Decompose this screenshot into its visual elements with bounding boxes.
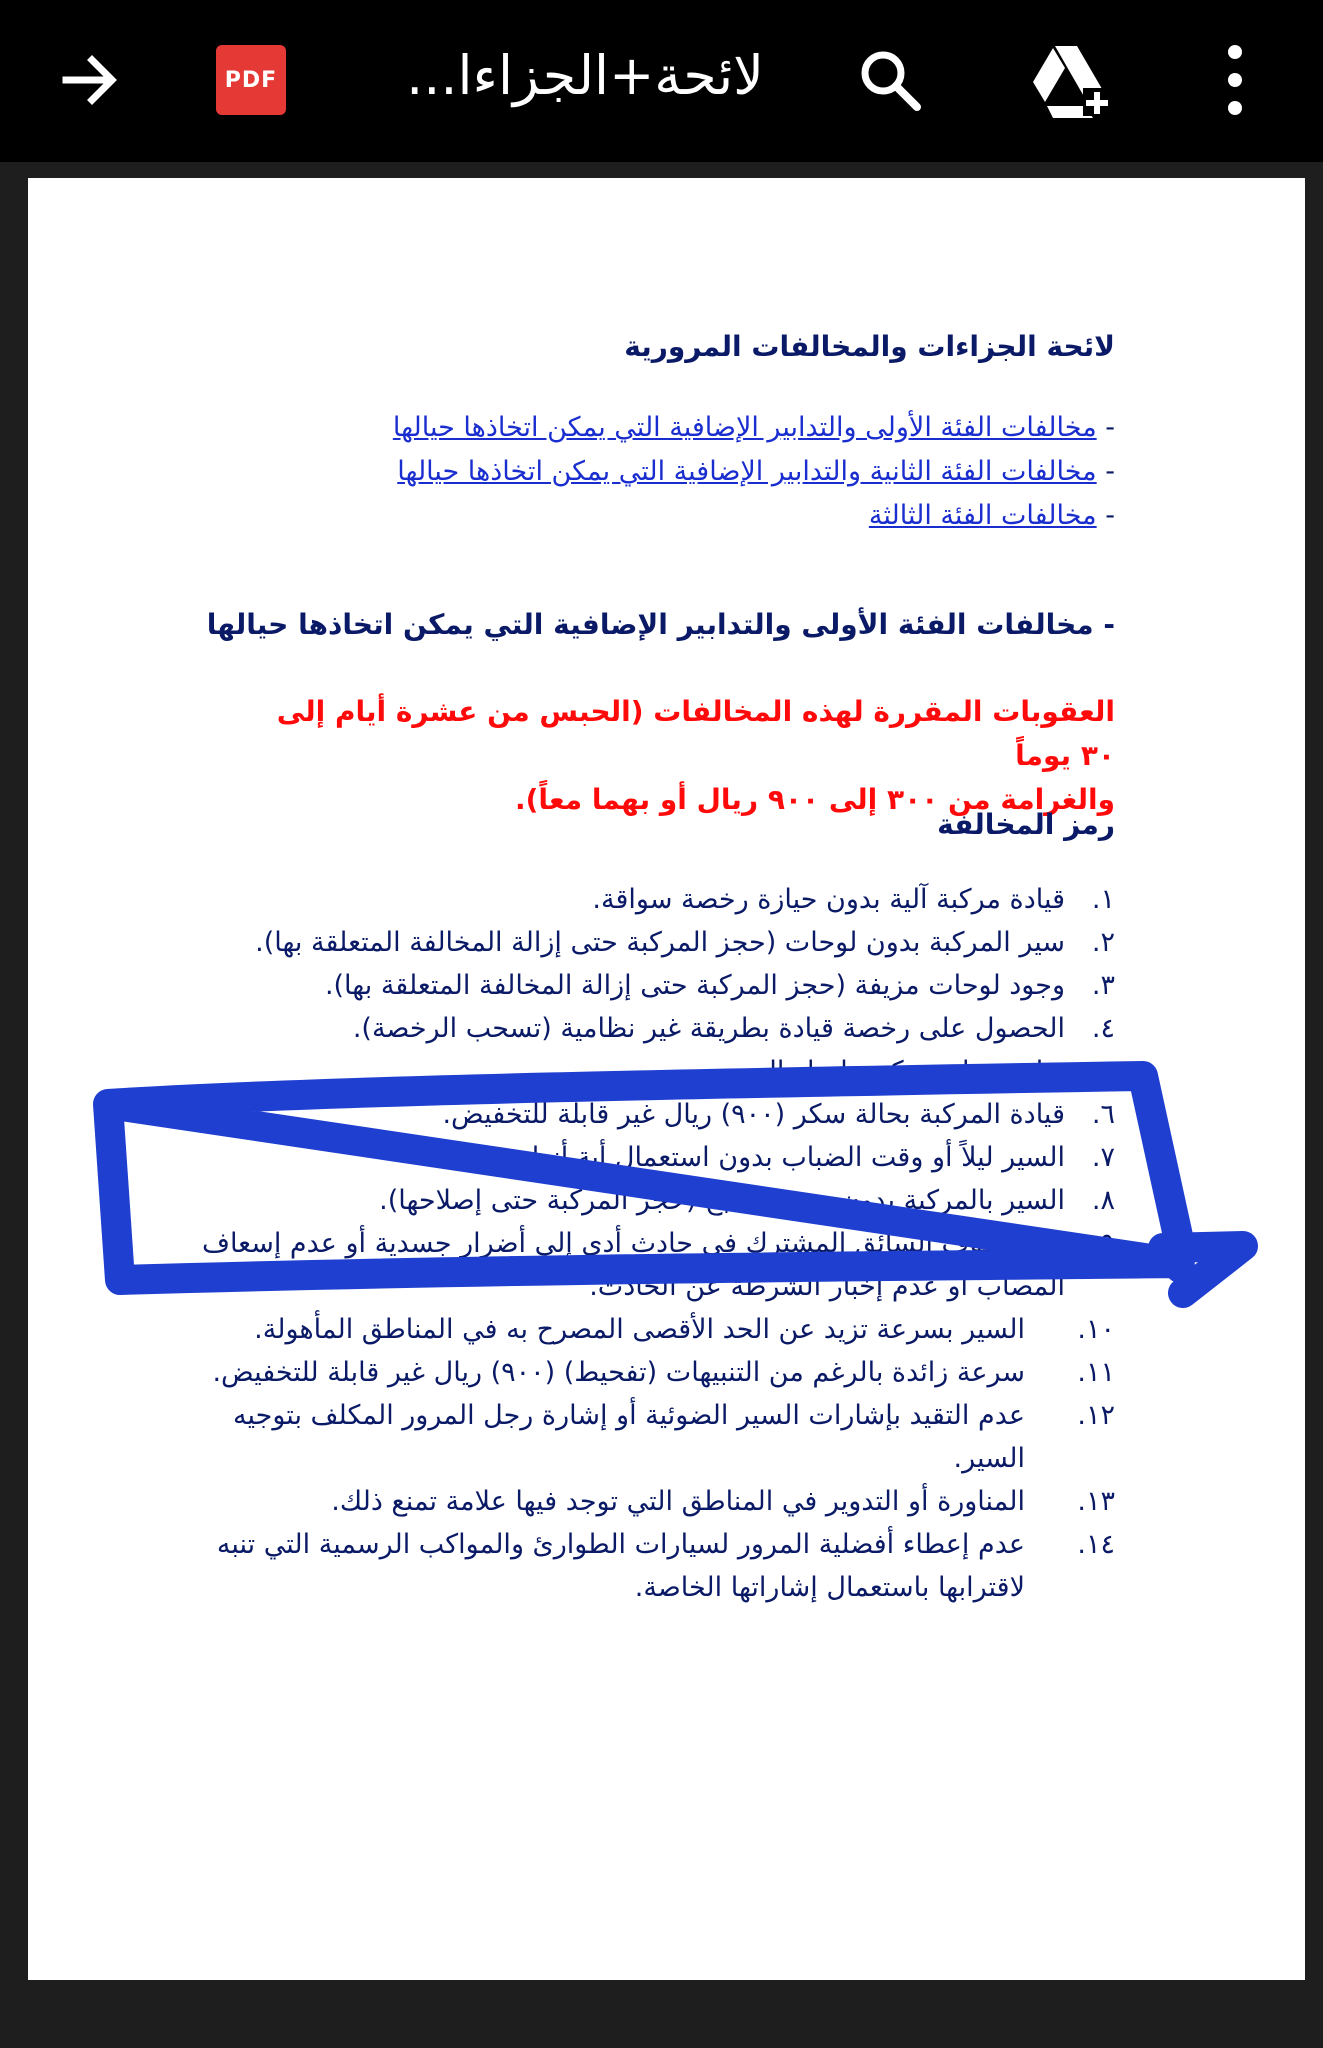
item-number: ٤. bbox=[1091, 1013, 1115, 1044]
item-number: ٢. bbox=[1091, 927, 1115, 958]
item-text: عدم التقيد بإشارات السير الضوئية أو إشارة رجل المرور المكلف بتوجيه السير. bbox=[233, 1400, 1025, 1474]
item-number: ١٤. bbox=[1077, 1529, 1115, 1560]
toc-dash: - bbox=[1105, 412, 1115, 443]
penalty-line: العقوبات المقررة لهذه المخالفات (الحبس من عشرة أيام إلى ٣٠ يوماً bbox=[276, 695, 1115, 772]
item-number: ٩. bbox=[1091, 1228, 1115, 1259]
item-number: ١١. bbox=[1077, 1357, 1115, 1388]
item-text: المناورة أو التدوير في المناطق التي توجد فيها علامة تمنع ذلك. bbox=[331, 1486, 1025, 1517]
penalty-line: والغرامة من ٣٠٠ إلى ٩٠٠ ريال أو بهما معاً). bbox=[515, 783, 1115, 816]
list-item bbox=[165, 1050, 1115, 1093]
pdf-file-icon bbox=[215, 40, 287, 120]
item-text: سير المركبة بدون لوحات (حجز المركبة حتى إزالة المخالفة المتعلقة بها). bbox=[255, 927, 1065, 958]
item-text: الحصول على رخصة قيادة بطريقة غير نظامية (تسحب الرخصة). bbox=[352, 1013, 1065, 1044]
item-number: ١٢. bbox=[1077, 1400, 1115, 1431]
toc-link[interactable]: مخالفات الفئة الأولى والتدابير الإضافية التي يمكن اتخاذها حيالها bbox=[392, 412, 1097, 443]
toc-item[interactable] bbox=[393, 450, 1115, 494]
item-number: ١٣. bbox=[1077, 1486, 1115, 1517]
list-item bbox=[165, 1179, 1115, 1222]
item-number: ٨. bbox=[1091, 1185, 1115, 1216]
list-item bbox=[165, 921, 1115, 964]
bottom-bar bbox=[0, 1980, 1323, 2048]
table-of-contents bbox=[393, 406, 1115, 538]
more-options-button[interactable] bbox=[1195, 40, 1275, 120]
item-number: ٧. bbox=[1091, 1142, 1115, 1173]
toc-link[interactable]: مخالفات الفئة الثانية والتدابير الإضافية التي يمكن اتخاذها حيالها bbox=[397, 456, 1097, 487]
search-icon bbox=[855, 45, 925, 115]
list-item bbox=[165, 1093, 1115, 1136]
list-item bbox=[165, 1222, 1115, 1308]
toc-item[interactable] bbox=[393, 494, 1115, 538]
document-heading: لائحة الجزاءات والمخالفات المرورية bbox=[624, 330, 1115, 363]
list-item bbox=[165, 1136, 1115, 1179]
app-toolbar bbox=[0, 0, 1323, 162]
item-text: السير ليلاً أو وقت الضباب بدون استعمال أية أنوار. bbox=[510, 1142, 1065, 1173]
list-item bbox=[165, 878, 1115, 921]
item-number: ٥. bbox=[1091, 1056, 1115, 1087]
list-item bbox=[165, 1523, 1115, 1609]
item-number: ٦. bbox=[1091, 1099, 1115, 1130]
item-number: ١٠. bbox=[1077, 1314, 1115, 1345]
item-text: عدم وقوف السائق المشترك في حادث أدى إلى أضرار جسدية أو عدم إسعاف المصاب أو عدم إخبار الشرطة عن الحادث. bbox=[201, 1228, 1065, 1302]
more-vertical-icon bbox=[1215, 40, 1255, 120]
item-text: عدم إعطاء أفضلية المرور لسيارات الطوارئ والمواكب الرسمية التي تنبه لاقترابها باستعمال إشاراتها الخاصة. bbox=[216, 1529, 1025, 1603]
item-text: السير بسرعة تزيد عن الحد الأقصى المصرح به في المناطق المأهولة. bbox=[254, 1314, 1025, 1345]
violation-code-heading: رمز المخالفة bbox=[937, 808, 1115, 841]
pdf-label: PDF bbox=[216, 45, 286, 115]
item-text: قيادة المركبة بحالة سكر (٩٠٠) ريال غير قابلة للتخفيض. bbox=[442, 1099, 1065, 1130]
arrow-right-icon bbox=[58, 48, 122, 112]
item-text: قيادة سيارة بعكس اتجاه السير. bbox=[712, 1056, 1065, 1087]
item-number: ٣. bbox=[1091, 970, 1115, 1001]
item-text: قيادة مركبة آلية بدون حيازة رخصة سواقة. bbox=[592, 884, 1065, 915]
toc-dash: - bbox=[1105, 456, 1115, 487]
item-text: وجود لوحات مزيفة (حجز المركبة حتى إزالة المخالفة المتعلقة بها). bbox=[324, 970, 1065, 1001]
search-button[interactable] bbox=[845, 40, 935, 120]
list-item bbox=[165, 1308, 1115, 1351]
document-title: لائحة+الجزاءا... bbox=[406, 43, 764, 107]
list-item bbox=[165, 1351, 1115, 1394]
toc-item[interactable] bbox=[393, 406, 1115, 450]
section-heading: - مخالفات الفئة الأولى والتدابير الإضافية التي يمكن اتخاذها حيالها bbox=[206, 608, 1115, 641]
toc-link[interactable]: مخالفات الفئة الثالثة bbox=[868, 500, 1097, 531]
violations-list bbox=[165, 878, 1115, 1609]
penalty-note bbox=[245, 690, 1115, 822]
list-item bbox=[165, 1007, 1115, 1050]
page-content bbox=[28, 178, 1305, 1980]
toc-dash: - bbox=[1105, 500, 1115, 531]
google-drive-add-icon bbox=[1025, 40, 1115, 120]
pdf-page bbox=[28, 178, 1305, 1980]
back-button[interactable] bbox=[50, 40, 130, 120]
list-item bbox=[165, 1394, 1115, 1480]
item-text: السير بالمركبة بدون وجود مكابح (حجز المركبة حتى إصلاحها). bbox=[379, 1185, 1065, 1216]
item-text: سرعة زائدة بالرغم من التنبيهات (تفحيط) (٩٠٠) ريال غير قابلة للتخفيض. bbox=[212, 1357, 1025, 1388]
list-item bbox=[165, 1480, 1115, 1523]
add-to-drive-button[interactable] bbox=[1015, 40, 1125, 120]
list-item bbox=[165, 964, 1115, 1007]
item-number: ١. bbox=[1091, 884, 1115, 915]
